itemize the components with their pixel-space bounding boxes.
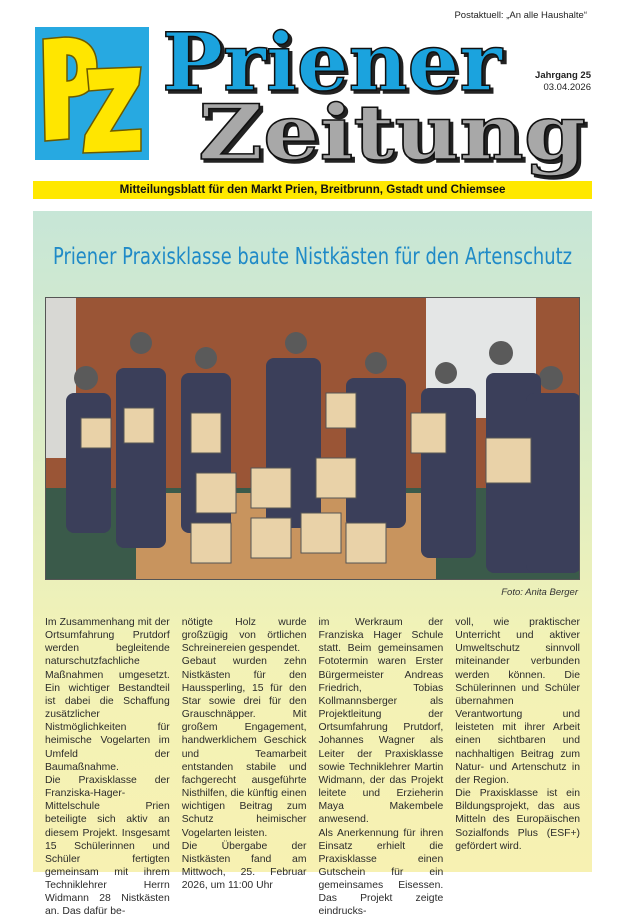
logo-letter-z-shape	[83, 67, 141, 153]
pz-logo-graphic	[35, 27, 149, 160]
article-column-1	[45, 616, 170, 919]
article-photo	[45, 297, 580, 580]
article-headline: Priener Praxisklasse baute Nistkästen für den Artenschutz	[53, 244, 572, 270]
paragraph: Die Übergabe der Nistkästen fand am Mittwoch, 25. Februar 2026, um 11:00 Uhr	[181, 840, 307, 892]
photo-caption: Foto: Anita Berger	[501, 587, 578, 598]
paragraph: nötigte Holz wurde großzügig von örtlichen Schreinereien gespendet.	[181, 617, 307, 655]
masthead-title-priener: Priener	[162, 24, 503, 98]
issue-info	[535, 70, 591, 94]
masthead-logo	[35, 27, 149, 160]
article-column-2	[182, 616, 307, 919]
postal-note: Postaktuell: „An alle Haushalte“	[454, 10, 587, 21]
article-headline-wrap	[45, 239, 580, 273]
paragraph: Als Anerkennung für ihren Einsatz erhielt die Praxisklasse einen Gutschein für ein gemeinsames Eisessen. Das Projekt zeigte eindrucks-	[318, 827, 444, 918]
group-photo-illustration	[46, 298, 580, 580]
subtitle-band: Mitteilungsblatt für den Markt Prien, Breitbrunn, Gstadt und Chiemsee	[33, 181, 592, 199]
masthead-title-zeitung: Zeitung	[198, 99, 586, 177]
issue-date: 03.04.2026	[543, 82, 591, 93]
paragraph: voll, wie praktischer Unterricht und aktiver Umweltschutz sinnvoll miteinander verbunden werden können. Die Schülerinnen und Schüler übernahmen Verantwortung und leisteten mit ihrer Arbeit einen sichtbaren und nachhaltigen Beitrag zum Natur- und Artenschutz in der Region.	[455, 617, 580, 786]
article-body	[45, 616, 580, 919]
masthead-title-priener-wrap	[160, 24, 510, 98]
volume: Jahrgang 25	[535, 70, 591, 81]
paragraph: Gebaut wurden zehn Nistkästen für den Haussperling, 15 für den Star sowie drei für den Grauschnäpper. Mit großem Engagement, handwerklichem Geschick und Teamarbeit entstanden stabile und fachgerecht ausgeführte Nisthilfen, die künftig einen wichtigen Beitrag zum Schutz heimischer Vogelarten leisten.	[181, 656, 307, 839]
paragraph: Die Praxisklasse ist ein Bildungsprojekt, das aus Mitteln des Europäischen Sozialfonds Plus (ESF+) gefördert wird.	[455, 788, 580, 852]
paragraph: Im Zusammenhang mit der Ortsumfahrung Prutdorf werden begleitende naturschutzfachliche Maßnahmen umgesetzt. Ein wichtiger Bestandteil ist dabei die Schaffung zusätzlicher Nistmöglichkeiten für heimische Vogelarten im Umfeld der Baumaßnahme.	[45, 617, 170, 773]
article-column-4	[455, 616, 580, 919]
paragraph: im Werkraum der Franziska Hager Schule statt. Beim gemeinsamen Fototermin waren Erster Bürgermeister Andreas Friedrich, Tobias Kollmannsberger als Projektleitung der Ortsumfahrung Prutdorf, Johannes Wagner als Leiter der Praxisklasse sowie Techniklehrer Martin Widmann, der das Projekt leitete und Erzieherin Maya Makembele anwesend.	[318, 617, 444, 826]
article	[33, 211, 592, 918]
paragraph: Die Praxisklasse der Franziska-Hager-Mittelschule Prien beteiligte sich aktiv an diesem Projekt. Insgesamt 15 Schülerinnen und Schüler fertigten gemeinsam mit ihrem Techniklehrer Herrn Widmann 28 Nistkästen an. Das dafür be-	[45, 774, 170, 918]
masthead-title-zeitung-wrap	[196, 99, 592, 179]
article-column-3	[319, 616, 444, 919]
